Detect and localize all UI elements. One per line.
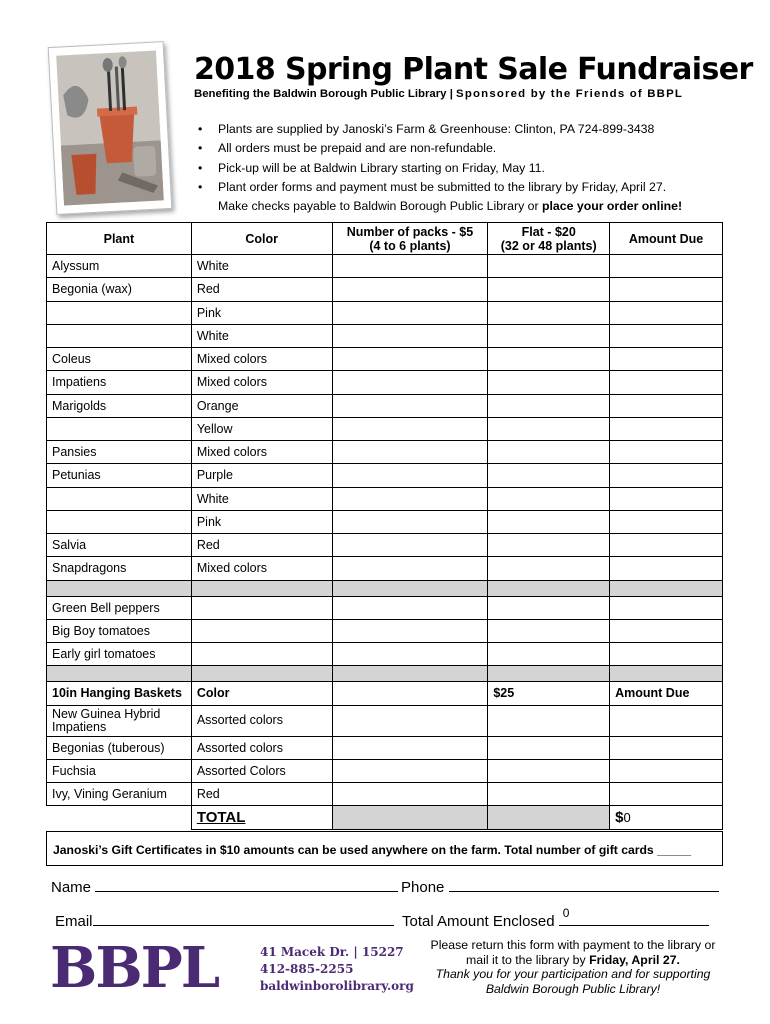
list-item-text: Plant order forms and payment must be submitted to the library by Friday, April 27. [218, 179, 667, 194]
amount-due-cell[interactable] [610, 441, 723, 464]
name-field [51, 878, 398, 896]
flat-input-cell[interactable] [488, 736, 610, 759]
baskets-header-row [47, 682, 723, 705]
amount-due-cell[interactable] [610, 394, 723, 417]
total-value: 0 [623, 809, 631, 825]
list-item: • Plants are supplied by Janoski’s Farm & Greenhouse: Clinton, PA 724-899-3438 [194, 120, 682, 139]
baskets-price: $25 [488, 682, 610, 705]
packs-input-cell[interactable] [332, 417, 488, 440]
library-website[interactable]: baldwinborolibrary.org [260, 979, 414, 993]
table-row [47, 510, 723, 533]
plant-cell: Early girl tomatoes [47, 643, 192, 666]
flat-input-cell[interactable] [488, 705, 610, 736]
baskets-label: 10in Hanging Baskets [47, 682, 192, 705]
flat-input-cell[interactable] [488, 441, 610, 464]
plant-cell: Marigolds [47, 394, 192, 417]
amount-due-cell[interactable] [610, 348, 723, 371]
color-cell: Assorted colors [191, 736, 332, 759]
flat-input-cell[interactable] [488, 643, 610, 666]
flat-input-cell[interactable] [488, 255, 610, 278]
info-list [194, 120, 682, 216]
amount-due-cell[interactable] [610, 783, 723, 806]
table-row [47, 619, 723, 642]
amount-due-cell[interactable] [610, 301, 723, 324]
order-table [46, 222, 723, 830]
plant-cell [47, 301, 192, 324]
flat-input-cell[interactable] [488, 557, 610, 580]
baskets-color-label: Color [191, 682, 332, 705]
plant-cell: Pansies [47, 441, 192, 464]
plant-cell [47, 510, 192, 533]
checks-payable-text: Make checks payable to Baldwin Borough Public Library or [218, 199, 542, 214]
total-shaded-cell [332, 806, 488, 829]
table-row [47, 394, 723, 417]
table-row [47, 278, 723, 301]
separator-row [47, 580, 723, 596]
thanks-line1: Thank you for your participation and for supporting [435, 967, 711, 981]
name-input[interactable] [95, 878, 398, 892]
library-phone: 412-885-2255 [260, 962, 354, 976]
table-row [47, 348, 723, 371]
table-row [47, 596, 723, 619]
amount-due-cell[interactable] [610, 534, 723, 557]
flat-input-cell[interactable] [488, 783, 610, 806]
thanks-line2: Baldwin Borough Public Library! [485, 981, 661, 996]
subtitle-benefit: Benefiting the Baldwin Borough Public Library [194, 88, 447, 100]
header-plant: Plant [47, 223, 192, 255]
subtitle-sponsor: Sponsored by the Friends of BBPL [456, 88, 684, 100]
flat-input-cell[interactable] [488, 301, 610, 324]
table-header-row [47, 223, 723, 255]
packs-input-cell[interactable] [332, 534, 488, 557]
header-flat [488, 223, 610, 255]
garden-tools-photo [48, 41, 173, 215]
table-row [47, 783, 723, 806]
color-cell: Assorted Colors [191, 759, 332, 782]
packs-input-cell[interactable] [332, 278, 488, 301]
flat-input-cell[interactable] [488, 278, 610, 301]
color-cell: White [191, 487, 332, 510]
baskets-amount-label: Amount Due [610, 682, 723, 705]
plant-cell: Fuchsia [47, 759, 192, 782]
amount-due-cell[interactable] [610, 705, 723, 736]
total-shaded-cell [488, 806, 610, 829]
header-color: Color [191, 223, 332, 255]
amount-due-cell[interactable] [610, 557, 723, 580]
color-cell: Red [191, 534, 332, 557]
plant-cell: Salvia [47, 534, 192, 557]
color-cell: White [191, 324, 332, 347]
header-flat-line1: Flat - $20 [521, 224, 576, 239]
color-cell: Red [191, 278, 332, 301]
plant-cell: Ivy, Vining Geranium [47, 783, 192, 806]
color-cell: Mixed colors [191, 441, 332, 464]
table-row [47, 255, 723, 278]
color-cell: Pink [191, 510, 332, 533]
table-row [47, 441, 723, 464]
flat-input-cell[interactable] [488, 510, 610, 533]
amount-due-cell[interactable] [610, 324, 723, 347]
packs-input-cell[interactable] [332, 394, 488, 417]
color-cell: Mixed colors [191, 348, 332, 371]
packs-input-cell[interactable] [332, 759, 488, 782]
gift-certificates-text: Janoski’s Gift Certificates in $10 amounts can be used anywhere on the farm. Total number of gift cards _____ [53, 843, 691, 857]
table-row [47, 417, 723, 440]
amount-due-cell[interactable] [610, 510, 723, 533]
flat-input-cell[interactable] [488, 619, 610, 642]
amount-due-cell[interactable] [610, 417, 723, 440]
amount-due-cell[interactable] [610, 371, 723, 394]
amount-due-cell[interactable] [610, 596, 723, 619]
flat-input-cell[interactable] [488, 324, 610, 347]
phone-input[interactable] [449, 878, 719, 892]
packs-input-cell[interactable] [332, 643, 488, 666]
color-cell [191, 596, 332, 619]
packs-input-cell[interactable] [332, 441, 488, 464]
packs-input-cell[interactable] [332, 324, 488, 347]
plant-cell: Alyssum [47, 255, 192, 278]
total-empty-cell [47, 806, 192, 829]
total-enclosed-field [402, 906, 709, 930]
plant-cell: Begonia (wax) [47, 278, 192, 301]
email-input[interactable] [93, 912, 394, 926]
packs-input-cell[interactable] [332, 464, 488, 487]
plant-cell: Petunias [47, 464, 192, 487]
amount-due-cell[interactable] [610, 619, 723, 642]
table-row [47, 705, 723, 736]
phone-label: Phone [401, 879, 445, 896]
gift-certificates-box [46, 831, 723, 866]
header-packs [332, 223, 488, 255]
color-cell [191, 643, 332, 666]
order-online-link[interactable]: place your order online! [542, 199, 683, 214]
amount-due-cell[interactable] [610, 278, 723, 301]
return-instructions [420, 938, 726, 996]
plant-cell [47, 487, 192, 510]
library-address: 41 Macek Dr. | 15227 [260, 945, 404, 959]
packs-input-cell[interactable] [332, 510, 488, 533]
table-row [47, 487, 723, 510]
total-label: TOTAL [196, 808, 246, 826]
packs-input-cell[interactable] [332, 348, 488, 371]
plant-cell: Coleus [47, 348, 192, 371]
table-row [47, 736, 723, 759]
table-row [47, 643, 723, 666]
list-item: • Pick-up will be at Baldwin Library starting on Friday, May 11. [194, 159, 682, 178]
amount-due-cell[interactable] [610, 759, 723, 782]
flat-input-cell[interactable] [488, 348, 610, 371]
plant-cell: New Guinea Hybrid Impatiens [47, 705, 192, 736]
flat-input-cell[interactable] [488, 464, 610, 487]
plant-cell: Impatiens [47, 371, 192, 394]
color-cell: Orange [191, 394, 332, 417]
plant-cell [47, 417, 192, 440]
name-label: Name [51, 879, 92, 896]
list-item [194, 178, 682, 217]
plant-cell [47, 324, 192, 347]
email-field [55, 912, 394, 930]
amount-due-cell[interactable] [610, 255, 723, 278]
garden-tools-icon [56, 49, 164, 206]
header-flat-line2: (32 or 48 plants) [500, 238, 597, 253]
packs-input-cell[interactable] [332, 705, 488, 736]
packs-input-cell[interactable] [332, 783, 488, 806]
table-row [47, 534, 723, 557]
amount-due-cell[interactable] [610, 643, 723, 666]
color-cell: Assorted colors [191, 705, 332, 736]
flat-input-cell[interactable] [488, 596, 610, 619]
header-amount: Amount Due [610, 223, 723, 255]
packs-input-cell[interactable] [332, 371, 488, 394]
list-item: • All orders must be prepaid and are non-refundable. [194, 139, 682, 158]
table-row [47, 464, 723, 487]
bbpl-logo: BBPL [50, 935, 219, 1001]
flat-input-cell[interactable] [488, 417, 610, 440]
phone-field [401, 878, 719, 896]
total-amount-field[interactable] [610, 806, 723, 829]
table-row [47, 301, 723, 324]
flat-input-cell[interactable] [488, 371, 610, 394]
library-contact [260, 944, 414, 995]
flat-input-cell[interactable] [488, 534, 610, 557]
packs-input-cell[interactable] [332, 487, 488, 510]
table-row [47, 759, 723, 782]
plant-cell: Begonias (tuberous) [47, 736, 192, 759]
table-row [47, 557, 723, 580]
packs-input-cell[interactable] [332, 736, 488, 759]
color-cell: Pink [191, 301, 332, 324]
total-currency: $ [615, 808, 624, 826]
table-row [47, 371, 723, 394]
plant-cell: Big Boy tomatoes [47, 619, 192, 642]
packs-input-cell[interactable] [332, 301, 488, 324]
total-row [47, 806, 723, 829]
return-line2-text: mail it to the library by [466, 952, 590, 967]
separator-row [47, 666, 723, 682]
amount-due-cell[interactable] [610, 464, 723, 487]
header-packs-line2: (4 to 6 plants) [369, 238, 451, 253]
color-cell: Red [191, 783, 332, 806]
total-enclosed-input[interactable] [559, 906, 709, 926]
color-cell: Yellow [191, 417, 332, 440]
subtitle [194, 88, 683, 100]
baskets-packs-cell [332, 682, 488, 705]
flat-input-cell[interactable] [488, 487, 610, 510]
total-label-cell [191, 806, 332, 829]
amount-due-cell[interactable] [610, 487, 723, 510]
plant-cell: Green Bell peppers [47, 596, 192, 619]
color-cell [191, 619, 332, 642]
flat-input-cell[interactable] [488, 759, 610, 782]
packs-input-cell[interactable] [332, 596, 488, 619]
packs-input-cell[interactable] [332, 557, 488, 580]
color-cell: Purple [191, 464, 332, 487]
plant-cell: Snapdragons [47, 557, 192, 580]
email-label: Email [55, 913, 93, 930]
table-row [47, 324, 723, 347]
return-line1: Please return this form with payment to the library or [430, 938, 716, 952]
color-cell: Mixed colors [191, 371, 332, 394]
return-deadline: Friday, April 27. [589, 952, 680, 967]
packs-input-cell[interactable] [332, 619, 488, 642]
color-cell: White [191, 255, 332, 278]
return-line2 [420, 953, 726, 968]
total-enclosed-value: 0 [562, 906, 570, 920]
packs-input-cell[interactable] [332, 255, 488, 278]
amount-due-cell[interactable] [610, 736, 723, 759]
page-title: 2018 Spring Plant Sale Fundraiser [194, 52, 753, 87]
color-cell: Mixed colors [191, 557, 332, 580]
header-packs-line1: Number of packs - $5 [346, 224, 474, 239]
subtitle-separator: | [449, 88, 453, 100]
flat-input-cell[interactable] [488, 394, 610, 417]
total-enclosed-label: Total Amount Enclosed [402, 913, 555, 930]
